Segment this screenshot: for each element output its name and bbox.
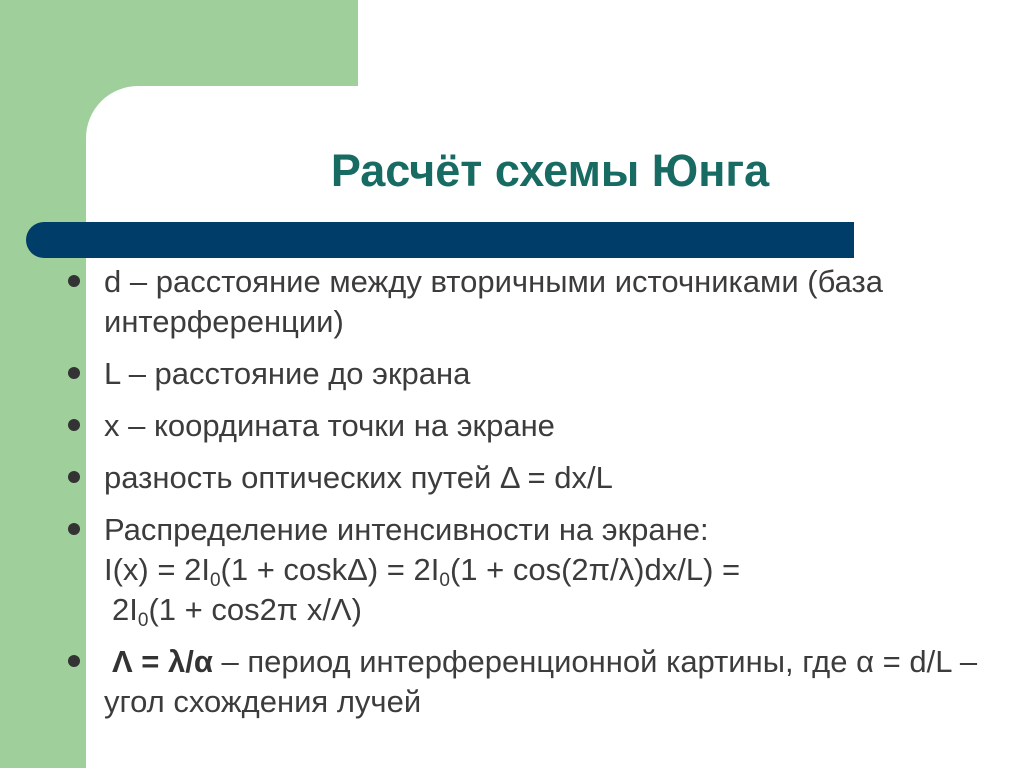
subscript: 0 bbox=[209, 570, 221, 591]
bullet-text: x – координата точки на экране bbox=[104, 408, 555, 443]
bullet-dot-icon bbox=[68, 655, 80, 667]
bullet-list bbox=[64, 262, 1014, 734]
intensity-formula-line-1 bbox=[104, 550, 1014, 590]
period-formula: Λ = λ/α bbox=[112, 644, 213, 679]
bullet-dot-icon bbox=[68, 275, 80, 287]
intensity-formula-line-2 bbox=[104, 590, 1014, 630]
formula-part: (1 + cos2π x/Λ) bbox=[148, 592, 362, 627]
subscript: 0 bbox=[439, 570, 450, 591]
subscript: 0 bbox=[137, 610, 149, 631]
period-text-wrap bbox=[104, 644, 977, 719]
bullet-dot-icon bbox=[68, 471, 80, 483]
bullet-item bbox=[64, 262, 1014, 342]
bullet-item bbox=[64, 406, 1014, 446]
formula-part: 2I bbox=[112, 592, 138, 627]
bullet-text: d – расстояние между вторичными источниками (база интерференции) bbox=[104, 264, 883, 339]
bullet-text: L – расстояние до экрана bbox=[104, 356, 471, 391]
formula-part: (1 + cos(2π/λ)dx/L) = bbox=[449, 552, 741, 587]
bullet-item-period bbox=[64, 642, 1014, 722]
intensity-heading: Распределение интенсивности на экране: bbox=[104, 512, 709, 547]
bullet-item-intensity bbox=[64, 510, 1014, 630]
slide-title: Расчёт схемы Юнга bbox=[330, 145, 770, 196]
formula-part: (1 + coskΔ) = 2I bbox=[220, 552, 440, 587]
bullet-dot-icon bbox=[68, 419, 80, 431]
bullet-item bbox=[64, 354, 1014, 394]
title-underline-bar bbox=[26, 222, 854, 258]
formula-part: I(x) = 2I bbox=[104, 552, 210, 587]
period-description: – период интерференционной картины, где α = d/L – угол схождения лучей bbox=[104, 644, 978, 719]
bullet-dot-icon bbox=[68, 367, 80, 379]
bullet-item bbox=[64, 458, 1014, 498]
bullet-dot-icon bbox=[68, 523, 80, 535]
bullet-text: разность оптических путей Δ = dx/L bbox=[104, 460, 613, 495]
